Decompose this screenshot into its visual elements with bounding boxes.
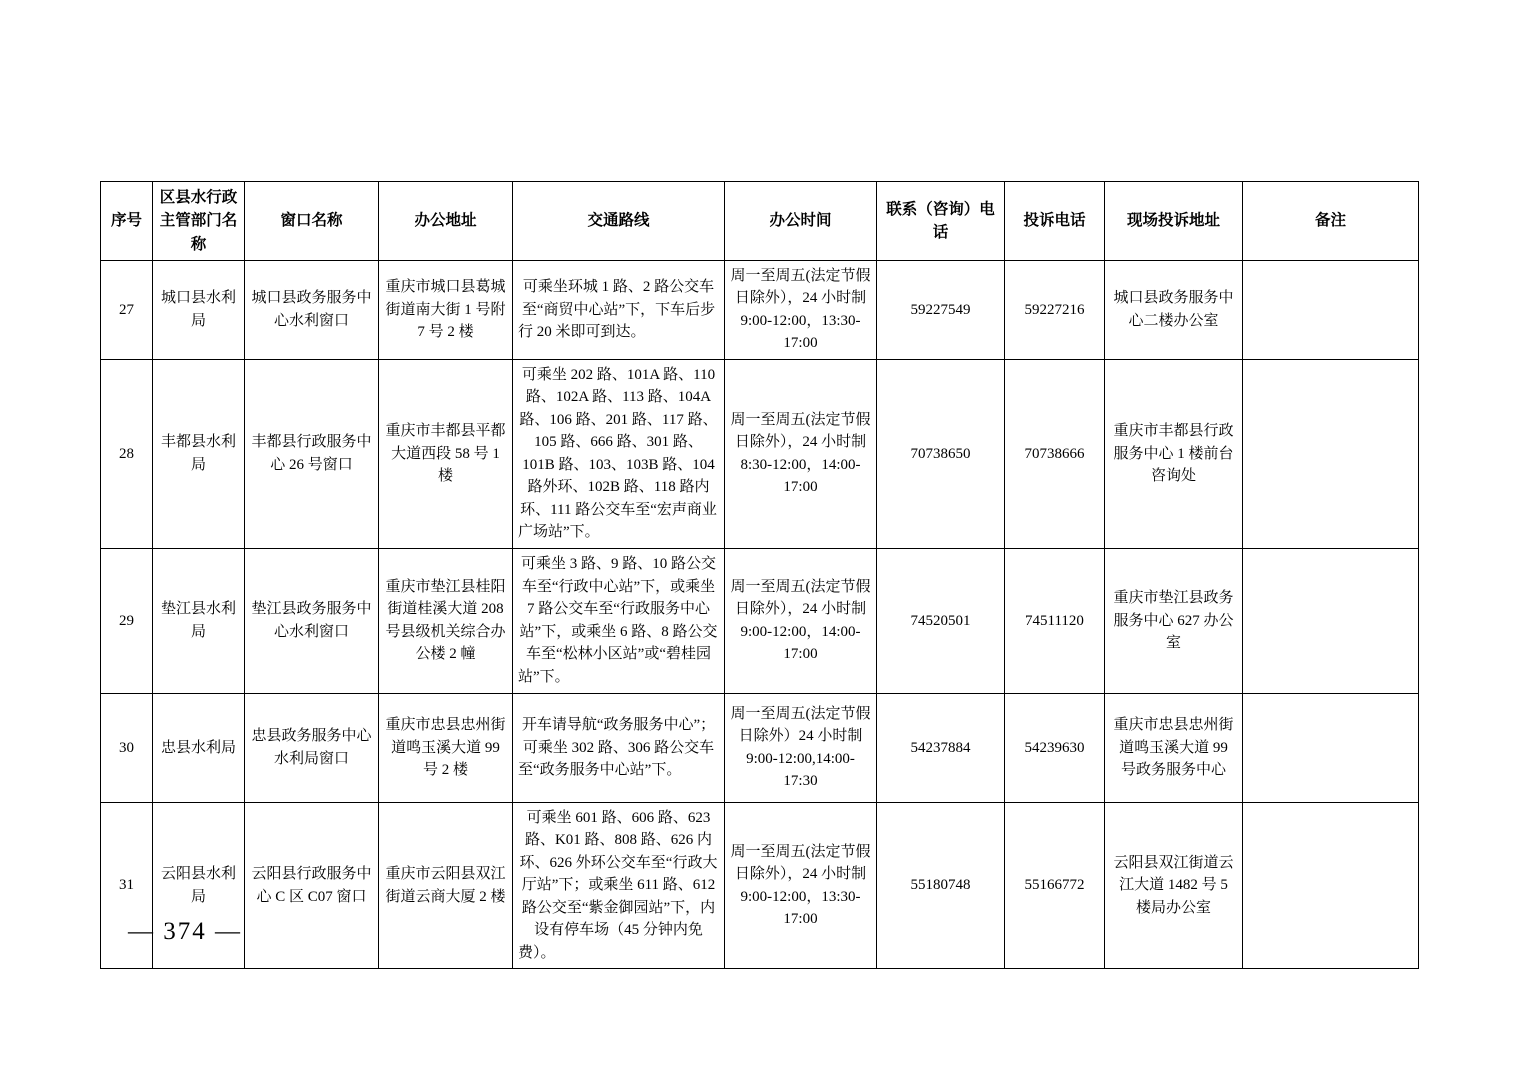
- cell-complaint-address: 重庆市丰都县行政服务中心 1 楼前台咨询处: [1105, 359, 1243, 548]
- cell-office-hours: 周一至周五(法定节假日除外），24 小时制 9:00-12:00，14:00-17:00: [725, 548, 877, 693]
- cell-complaint-phone: 55166772: [1005, 802, 1105, 969]
- cell-complaint-phone: 59227216: [1005, 260, 1105, 359]
- cell-office-address: 重庆市云阳县双江街道云商大厦 2 楼: [379, 802, 513, 969]
- cell-complaint-address: 云阳县双江街道云江大道 1482 号 5 楼局办公室: [1105, 802, 1243, 969]
- cell-department: 垫江县水利局: [153, 548, 245, 693]
- cell-transit-route: 可乘坐 601 路、606 路、623 路、K01 路、808 路、626 内环、626 外环公交车至“行政大厅站”下；或乘坐 611 路、612 路公交至“紫金御园站”下，内设有停车场（45 分钟内免费）。: [513, 802, 725, 969]
- cell-contact-phone: 74520501: [877, 548, 1005, 693]
- cell-department: 云阳县水利局: [153, 802, 245, 969]
- table-row: [101, 359, 1419, 548]
- cell-complaint-address: 重庆市垫江县政务服务中心 627 办公室: [1105, 548, 1243, 693]
- cell-department: 城口县水利局: [153, 260, 245, 359]
- cell-contact-phone: 54237884: [877, 693, 1005, 802]
- cell-contact-phone: 55180748: [877, 802, 1005, 969]
- table-row: [101, 548, 1419, 693]
- cell-contact-phone: 70738650: [877, 359, 1005, 548]
- service-window-table: [100, 181, 1419, 969]
- cell-office-address: 重庆市丰都县平都大道西段 58 号 1 楼: [379, 359, 513, 548]
- column-header-index: 序号: [101, 182, 153, 261]
- cell-office-address: 重庆市忠县忠州街道鸣玉溪大道 99 号 2 楼: [379, 693, 513, 802]
- cell-index: 29: [101, 548, 153, 693]
- table-row: [101, 693, 1419, 802]
- cell-office-hours: 周一至周五(法定节假日除外）24 小时制 9:00-12:00,14:00-17:30: [725, 693, 877, 802]
- column-header-remark: 备注: [1243, 182, 1419, 261]
- page-number: — 374 —: [128, 918, 242, 945]
- column-header-office-hours: 办公时间: [725, 182, 877, 261]
- cell-department: 丰都县水利局: [153, 359, 245, 548]
- cell-index: 28: [101, 359, 153, 548]
- cell-index: 31: [101, 802, 153, 969]
- service-window-table-wrapper: [100, 181, 1418, 969]
- cell-index: 27: [101, 260, 153, 359]
- table-row: [101, 802, 1419, 969]
- cell-office-address: 重庆市城口县葛城街道南大街 1 号附 7 号 2 楼: [379, 260, 513, 359]
- cell-window-name: 城口县政务服务中心水利窗口: [245, 260, 379, 359]
- cell-remark: [1243, 802, 1419, 969]
- column-header-contact-phone: 联系（咨询）电话: [877, 182, 1005, 261]
- column-header-window-name: 窗口名称: [245, 182, 379, 261]
- column-header-transit-route: 交通路线: [513, 182, 725, 261]
- cell-complaint-phone: 74511120: [1005, 548, 1105, 693]
- cell-office-hours: 周一至周五(法定节假日除外），24 小时制 9:00-12:00，13:30-17:00: [725, 260, 877, 359]
- cell-index: 30: [101, 693, 153, 802]
- cell-remark: [1243, 548, 1419, 693]
- cell-office-address: 重庆市垫江县桂阳街道桂溪大道 208 号县级机关综合办公楼 2 幢: [379, 548, 513, 693]
- table-header-row: [101, 182, 1419, 261]
- table-row: [101, 260, 1419, 359]
- cell-transit-route: 可乘坐 3 路、9 路、10 路公交车至“行政中心站”下，或乘坐 7 路公交车至“行政服务中心站”下，或乘坐 6 路、8 路公交车至“松林小区站”或“碧桂园站”下。: [513, 548, 725, 693]
- cell-window-name: 云阳县行政服务中心 C 区 C07 窗口: [245, 802, 379, 969]
- cell-office-hours: 周一至周五(法定节假日除外），24 小时制 9:00-12:00，13:30-17:00: [725, 802, 877, 969]
- column-header-complaint-phone: 投诉电话: [1005, 182, 1105, 261]
- cell-remark: [1243, 693, 1419, 802]
- cell-transit-route: 开车请导航“政务服务中心”；可乘坐 302 路、306 路公交车至“政务服务中心站”下。: [513, 693, 725, 802]
- cell-complaint-address: 重庆市忠县忠州街道鸣玉溪大道 99 号政务服务中心: [1105, 693, 1243, 802]
- cell-complaint-address: 城口县政务服务中心二楼办公室: [1105, 260, 1243, 359]
- cell-window-name: 忠县政务服务中心水利局窗口: [245, 693, 379, 802]
- column-header-complaint-address: 现场投诉地址: [1105, 182, 1243, 261]
- cell-complaint-phone: 70738666: [1005, 359, 1105, 548]
- cell-complaint-phone: 54239630: [1005, 693, 1105, 802]
- cell-transit-route: 可乘坐 202 路、101A 路、110 路、102A 路、113 路、104A 路、106 路、201 路、117 路、105 路、666 路、301 路、101B 路、103、103B 路、104 路外环、102B 路、118 路内环、111 路公交车至“宏声商业广场站”下。: [513, 359, 725, 548]
- cell-department: 忠县水利局: [153, 693, 245, 802]
- column-header-office-address: 办公地址: [379, 182, 513, 261]
- cell-window-name: 垫江县政务服务中心水利窗口: [245, 548, 379, 693]
- cell-transit-route: 可乘坐环城 1 路、2 路公交车至“商贸中心站”下，下车后步行 20 米即可到达。: [513, 260, 725, 359]
- cell-window-name: 丰都县行政服务中心 26 号窗口: [245, 359, 379, 548]
- cell-office-hours: 周一至周五(法定节假日除外），24 小时制 8:30-12:00，14:00-17:00: [725, 359, 877, 548]
- cell-contact-phone: 59227549: [877, 260, 1005, 359]
- cell-remark: [1243, 260, 1419, 359]
- cell-remark: [1243, 359, 1419, 548]
- column-header-department: 区县水行政主管部门名称: [153, 182, 245, 261]
